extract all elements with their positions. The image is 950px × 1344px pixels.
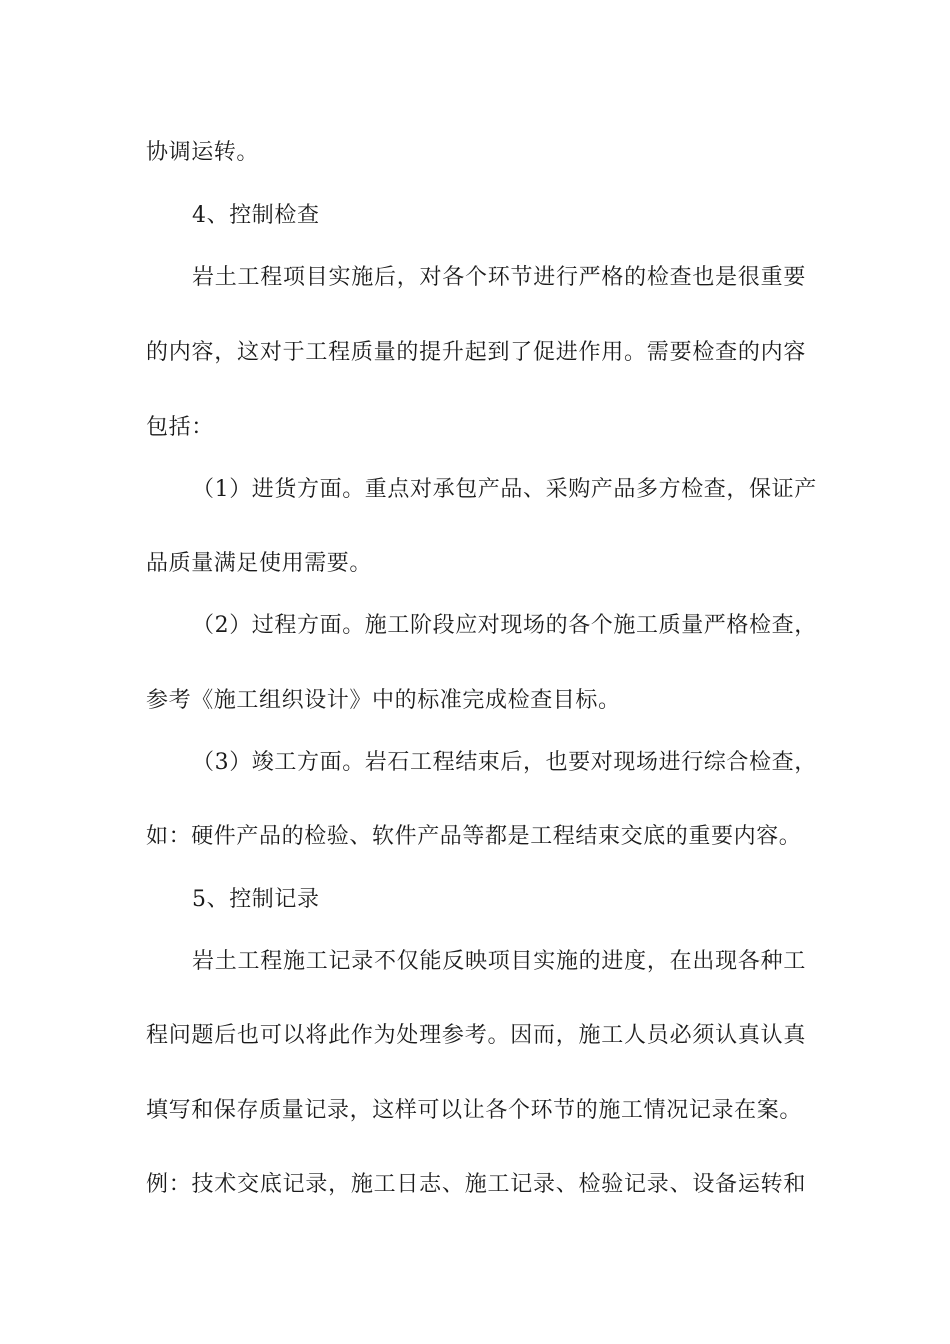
text-line-3: 岩土工程项目实施后，对各个环节进行严格的检查也是很重要 xyxy=(192,265,806,290)
text-line-4: 的内容，这对于工程质量的提升起到了促进作用。需要检查的内容 xyxy=(146,340,806,365)
text-line-13: 岩土工程施工记录不仅能反映项目实施的进度，在出现各种工 xyxy=(192,949,806,974)
section-heading-4: 4、控制检查 xyxy=(192,203,320,228)
text-line-11: 如：硬件产品的检验、软件产品等都是工程结束交底的重要内容。 xyxy=(146,824,802,849)
text-line-7: 品质量满足使用需要。 xyxy=(146,551,373,576)
list-item-1: （1）进货方面。重点对承包产品、采购产品多方检查，保证产 xyxy=(192,477,817,502)
text-line-9: 参考《施工组织设计》中的标准完成检查目标。 xyxy=(146,688,621,713)
text-line-1: 协调运转。 xyxy=(146,140,260,165)
list-item-3: （3）竣工方面。岩石工程结束后，也要对现场进行综合检查， xyxy=(192,750,817,775)
text-line-15: 填写和保存质量记录，这样可以让各个环节的施工情况记录在案。 xyxy=(146,1098,802,1123)
list-item-2: （2）过程方面。施工阶段应对现场的各个施工质量严格检查， xyxy=(192,613,817,638)
text-line-5: 包括： xyxy=(146,415,214,440)
text-line-14: 程问题后也可以将此作为处理参考。因而，施工人员必须认真认真 xyxy=(146,1023,806,1048)
text-line-16: 例：技术交底记录，施工日志、施工记录、检验记录、设备运转和 xyxy=(146,1172,806,1197)
section-heading-5: 5、控制记录 xyxy=(192,887,320,912)
